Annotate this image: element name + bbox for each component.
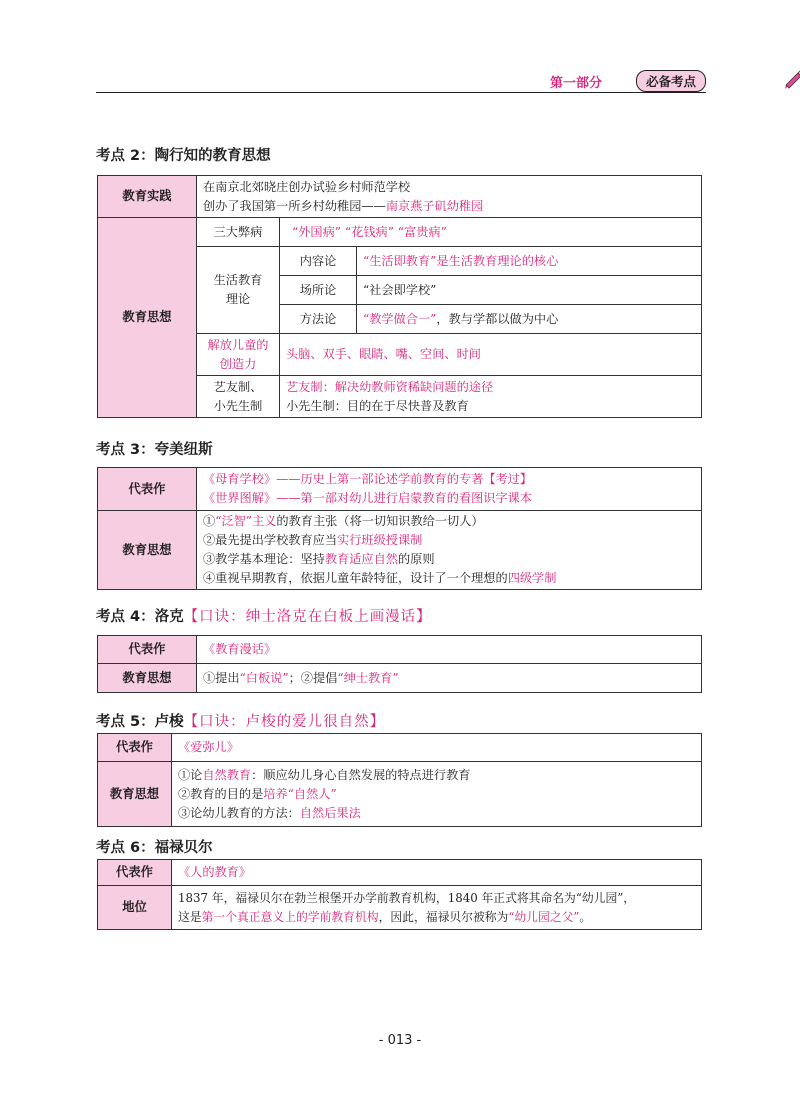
table-row [98,734,702,762]
section-title: 考点 5：卢梭【口诀：卢梭的爱儿很自然】 [96,714,386,730]
table-row [98,511,702,590]
table-row [98,860,702,886]
row-header: 代表作 [98,734,172,762]
sub-label: 内容论 [280,247,357,276]
table-row [98,664,702,693]
page-number: - 013 - [378,1033,422,1048]
row-header: 教育思想 [98,664,197,693]
sub-label: 三大弊病 [197,218,280,247]
page-header [96,70,706,92]
part-label: 第一部分 [550,76,603,91]
three-ills-value: “外国病” “花钱病” “富贵病” [280,218,702,247]
thought-cell: ①提出“白板说”；②提倡“绅士教育” [197,664,702,693]
liberate-value: 头脑、双手、眼睛、嘴、空间、时间 [280,334,702,376]
row-header: 教育实践 [98,176,197,218]
practice-cell: 在南京北郊晓庄创办试验乡村师范学校 创办了我国第一所乡村幼稚园——南京燕子矶幼稚园 [197,176,702,218]
row-header: 地位 [98,886,172,930]
tao-xingzhi-table [97,175,702,418]
sub-label: 艺友制、 小先生制 [197,376,280,418]
froebel-table [97,859,702,930]
works-cell: 《爱弥儿》 [172,734,702,762]
row-header: 代表作 [98,636,197,664]
works-cell: 《教育漫话》 [197,636,702,664]
row-header: 教育思想 [98,762,172,827]
sub-label: 场所论 [280,276,357,305]
table-row [98,176,702,218]
content-theory-value: “生活即教育”是生活教育理论的核心 [357,247,702,276]
art-value: 艺友制：解决幼教师资稀缺问题的途径 小先生制：目的在于尽快普及教育 [280,376,702,418]
sub-label: 生活教育 理论 [197,247,280,334]
mnemonic: 【口诀：绅士洛克在白板上画漫话】 [183,609,432,625]
table-row [98,636,702,664]
sub-label: 解放儿童的 创造力 [197,334,280,376]
row-header: 教育思想 [98,218,197,418]
works-cell: 《人的教育》 [172,860,702,886]
mnemonic: 【口诀：卢梭的爱儿很自然】 [183,714,386,730]
row-header: 代表作 [98,860,172,886]
table-row [98,468,702,511]
section-title: 考点 6：福禄贝尔 [96,840,213,856]
table-row [98,886,702,930]
thought-cell: ①论自然教育：顺应幼儿身心自然发展的特点进行教育 ②教育的目的是培养“自然人” ③论幼儿教育的方法：自然后果法 [172,762,702,827]
status-cell: 1837 年，福禄贝尔在勃兰根堡开办学前教育机构，1840 年正式将其命名为“幼儿园”， 这是第一个真正意义上的学前教育机构，因此，福禄贝尔被称为“幼儿园之父”。 [172,886,702,930]
place-theory-value: “社会即学校” [357,276,702,305]
pencil-icon [782,68,800,90]
row-header: 教育思想 [98,511,197,590]
works-cell: 《母育学校》——历史上第一部论述学前教育的专著【考过】 《世界图解》——第一部对幼儿进行启蒙教育的看图识字课本 [197,468,702,511]
section-title: 考点 3：夸美纽斯 [96,442,213,458]
rousseau-table [97,733,702,827]
section-title: 考点 4：洛克【口诀：绅士洛克在白板上画漫话】 [96,609,432,625]
comenius-table [97,467,702,590]
table-row [98,218,702,247]
section-badge: 必备考点 [636,70,706,92]
thought-cell: ①“泛智”主义的教育主张（将一切知识教给一切人） ②最先提出学校教育应当实行班级授课制 ③教学基本理论：坚持教育适应自然的原则 ④重视早期教育，依据儿童年龄特征，设计了一个理想的四级学制 [197,511,702,590]
sub-label: 方法论 [280,305,357,334]
section-title: 考点 2：陶行知的教育思想 [96,148,271,164]
table-row [98,762,702,827]
locke-table [97,635,702,693]
method-theory-value: “教学做合一”，教与学都以做为中心 [357,305,702,334]
row-header: 代表作 [98,468,197,511]
header-rule [96,92,706,93]
